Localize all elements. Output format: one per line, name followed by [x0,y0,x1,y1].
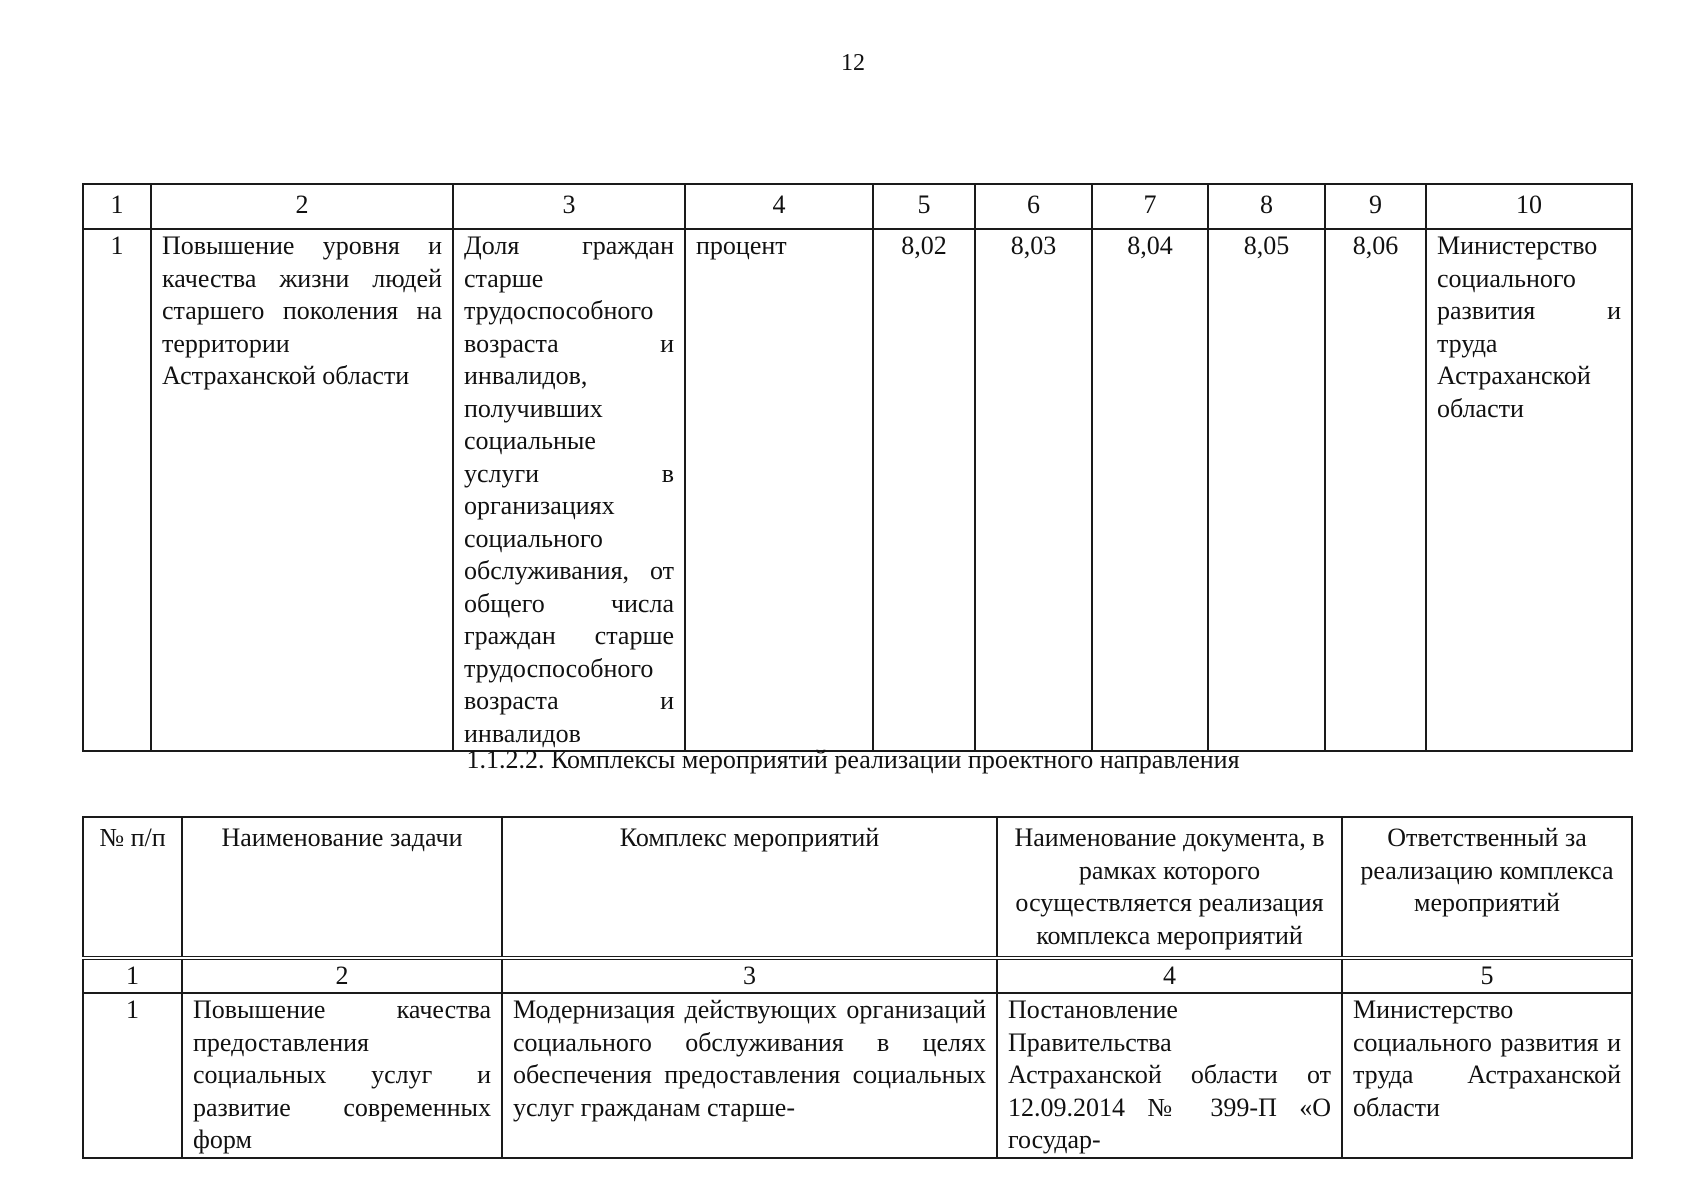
col-number: 7 [1092,184,1208,229]
document-cell: Постановление Правительства Астраханской области от 12.09.2014 № 399-П «О государ- [997,993,1342,1158]
col-number: 6 [975,184,1092,229]
col-number: 8 [1208,184,1325,229]
header-complex: Комплекс мероприятий [502,817,997,958]
col-number: 2 [151,184,453,229]
table-column-numbers [83,958,1632,993]
responsible-cell: Министерство социального развития и труда Астраханской области [1426,229,1632,751]
col-number: 3 [453,184,685,229]
value-cell: 8,06 [1325,229,1426,751]
row-number: 1 [83,229,151,751]
col-number: 5 [1342,958,1632,993]
table-row [83,993,1632,1158]
task-cell: Повышение качества предоставления социальных услуг и развитие современных форм [182,993,502,1158]
header-num: № п/п [83,817,182,958]
value-cell: 8,04 [1092,229,1208,751]
col-number: 3 [502,958,997,993]
section-title: 1.1.2.2. Комплексы мероприятий реализации проектного направления [466,745,1240,774]
value-cell: 8,02 [873,229,975,751]
col-number: 4 [685,184,873,229]
col-number: 1 [83,184,151,229]
header-responsible: Ответственный за реализацию комплекса мероприятий [1342,817,1632,958]
indicators-table [82,183,1633,752]
page-number: 12 [841,50,865,76]
col-number: 9 [1325,184,1426,229]
col-number: 5 [873,184,975,229]
unit-cell: процент [685,229,873,751]
table-column-numbers [83,184,1632,229]
table-header [83,817,1632,958]
col-number: 1 [83,958,182,993]
responsible-cell: Министерство социального развития и труда Астраханской области [1342,993,1632,1158]
row-number: 1 [83,993,182,1158]
complex-cell: Модернизация действующих организаций социального обслуживания в целях обеспечения предоставления социальных услуг гражданам старше- [502,993,997,1158]
indicator-cell: Доля граждан старше трудоспособного возраста и инвалидов, получивших социальные услуги в организациях социального обслуживания, от общего числа граждан старше трудоспособного возраста и инвалидов [453,229,685,751]
table-row [83,229,1632,751]
col-number: 2 [182,958,502,993]
col-number: 10 [1426,184,1632,229]
goal-cell: Повышение уровня и качества жизни людей старшего поколения на территории Астраханской области [151,229,453,751]
activities-table [82,816,1633,1159]
header-document: Наименование документа, в рамках которого осуществляется реализация комплекса мероприятий [997,817,1342,958]
value-cell: 8,03 [975,229,1092,751]
header-task: Наименование задачи [182,817,502,958]
value-cell: 8,05 [1208,229,1325,751]
col-number: 4 [997,958,1342,993]
